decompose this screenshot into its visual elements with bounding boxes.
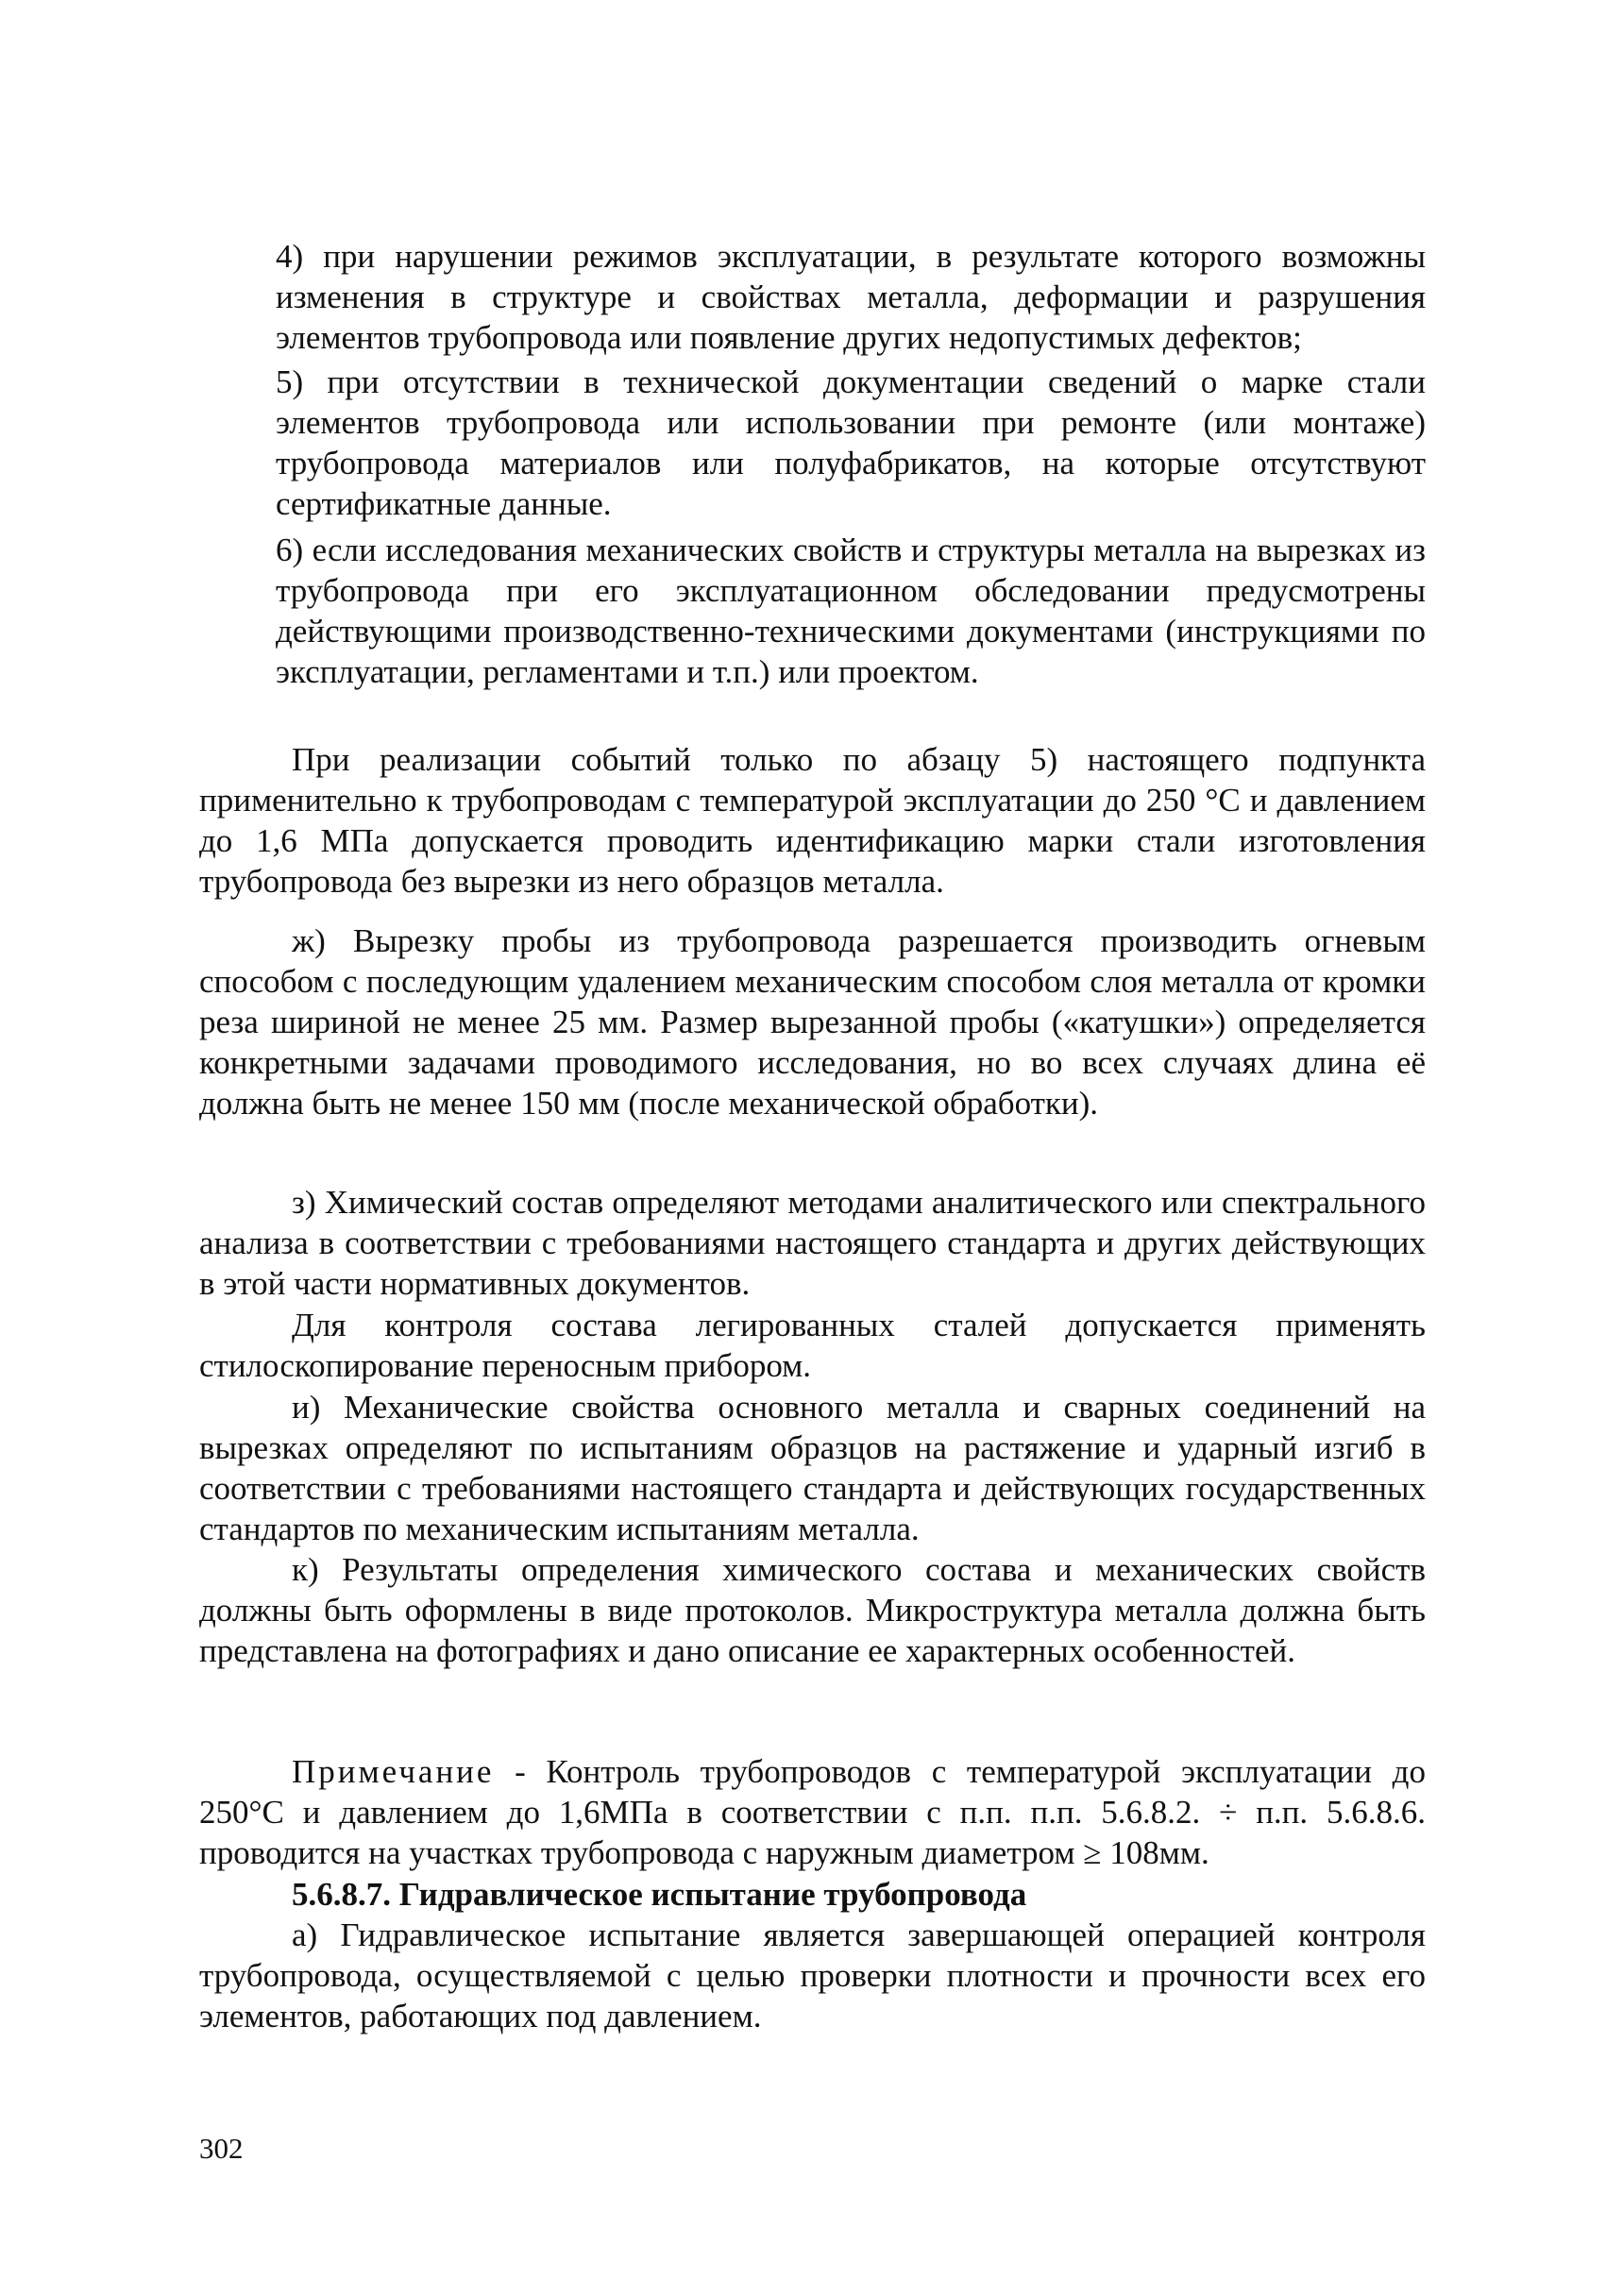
paragraph-z: з) Химический состав определяют методами аналитического или спектрального анализа в соответствии с требованиями настоящего стандарта и других действующих в этой части нормативных документов.: [199, 1184, 1426, 1302]
paragraph-zh: ж) Вырезку пробы из трубопровода разрешается производить огневым способом с последующим удалением механическим способом слоя металла от кромки реза шириной не менее 25 мм. Размер вырезанной пробы («катушки») определяется конкретными задачами проводимого исследования, но во всех случаях длина её должна быть не менее 150 мм (после механической обработки).: [199, 922, 1426, 1122]
note-paragraph: [199, 1751, 1426, 1873]
paragraph-k: к) Результаты определения химического состава и механических свойств должны быть оформлены в виде протоколов. Микроструктура металла должна быть представлена на фотографиях и дано описание ее характерных особенностей.: [199, 1551, 1426, 1669]
note-label: Примечание: [292, 1753, 495, 1790]
paragraph-item-4: 4) при нарушении режимов эксплуатации, в результате которого возможны изменения в структуре и свойствах металла, деформации и разрушения элементов трубопровода или появление других недопустимых дефектов;: [276, 238, 1426, 356]
paragraph-item-6: 6) если исследования механических свойств и структуры металла на вырезках из трубопровода при его эксплуатационном обследовании предусмотрены действующими производственно-техническими документами (инструкциями по эксплуатации, регламентами и т.п.) или проектом.: [276, 532, 1426, 690]
section-heading: 5.6.8.7. Гидравлическое испытание трубопровода: [292, 1876, 1027, 1913]
paragraph-a: а) Гидравлическое испытание является завершающей операцией контроля трубопровода, осуществляемой с целью проверки плотности и прочности всех его элементов, работающих под давлением.: [199, 1916, 1426, 2034]
paragraph-i: и) Механические свойства основного металла и сварных соединений на вырезках определяют по испытаниям образцов на растяжение и ударный изгиб в соответствии с требованиями настоящего стандарта и действующих государственных стандартов по механическим испытаниям металла.: [199, 1389, 1426, 1547]
paragraph-alloy-control: Для контроля состава легированных сталей допускается применять стилоскопирование переносным прибором.: [199, 1307, 1426, 1384]
paragraph-realization: При реализации событий только по абзацу 5) настоящего подпункта применительно к трубопроводам с температурой эксплуатации до 250 °С и давлением до 1,6 МПа допускается проводить идентификацию марки стали изготовления трубопровода без вырезки из него образцов металла.: [199, 741, 1426, 900]
page-number: 302: [199, 2132, 244, 2165]
note-text: - Контроль трубопроводов с температурой эксплуатации до 250°С и давлением до 1,6МПа в соответствии с п.п. п.п. 5.6.8.2. ÷ п.п. 5.6.8.6. проводится на участках трубопровода с наружным диаметром ≥ 108мм.: [199, 1753, 1426, 1871]
paragraph-item-5: 5) при отсутствии в технической документации сведений о марке стали элементов трубопровода или использовании при ремонте (или монтаже) трубопровода материалов или полуфабрикатов, на которые отсутствуют сертификатные данные.: [276, 363, 1426, 522]
